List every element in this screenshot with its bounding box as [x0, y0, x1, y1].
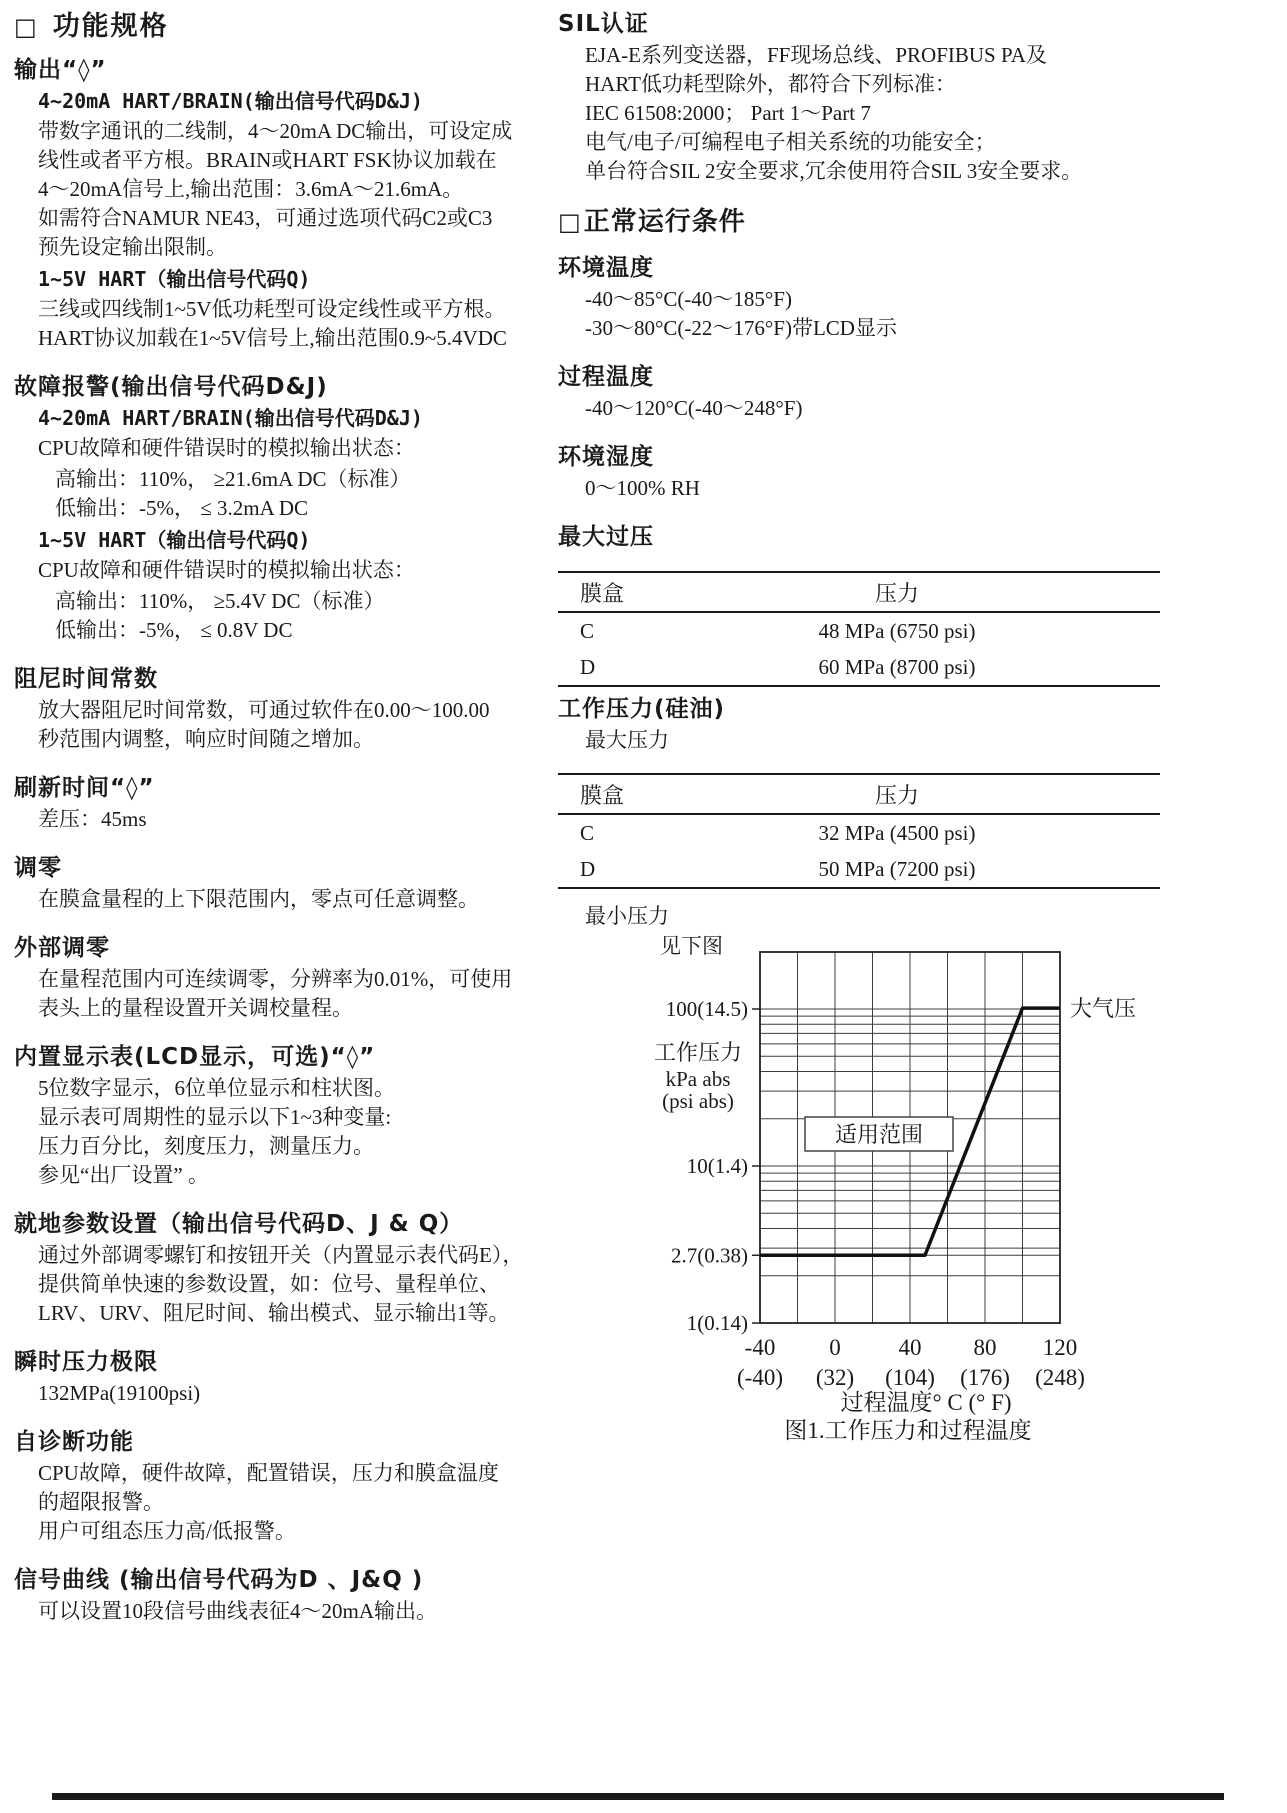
section-heading: 就地参数设置（输出信号代码D、J & Q） — [14, 1211, 464, 1237]
paragraph — [558, 394, 1198, 423]
table-row — [558, 649, 1160, 686]
spec-section — [14, 932, 548, 1023]
page-header-operating-conditions — [558, 204, 1198, 240]
text-line: 用户可组态压力高/低报警。 — [38, 1519, 296, 1543]
table-cell-filler — [1048, 814, 1160, 851]
svg-text:0: 0 — [829, 1335, 841, 1360]
svg-text:80: 80 — [973, 1335, 997, 1360]
svg-text:工作压力: 工作压力 — [653, 1040, 743, 1065]
table-header-cell: 膜盒 — [580, 580, 625, 606]
text-line: LRV、URV、阻尼时间、输出模式、显示输出1等。 — [38, 1301, 510, 1325]
text-line: 最大压力 — [585, 728, 669, 752]
text-line: 表头上的量程设置开关调校量程。 — [38, 996, 353, 1020]
spec-section — [14, 1208, 548, 1328]
chart-x-ticks — [737, 1335, 1085, 1390]
text-line: 参见“出厂设置” 。 — [38, 1163, 209, 1187]
text-line: 三线或四线制1~5V低功耗型可设定线性或平方根。 — [38, 297, 506, 321]
spec-table — [558, 773, 1160, 889]
text-line: 显示表可周期性的显示以下1~3种变量: — [38, 1105, 392, 1129]
svg-text:(-40): (-40) — [737, 1365, 783, 1390]
paragraph — [558, 726, 1198, 755]
section-heading: 内置显示表(LCD显示，可选)“◊” — [14, 1044, 376, 1070]
table-row — [558, 612, 1160, 649]
section-heading: 故障报警(输出信号代码D&J) — [14, 374, 328, 400]
text-line: 线性或者平方根。BRAIN或HART FSK协议加载在 — [38, 148, 497, 172]
section-heading: 阻尼时间常数 — [14, 666, 158, 692]
chart-y-axis-label — [654, 1040, 742, 1113]
table-row — [558, 851, 1160, 888]
paragraph — [14, 696, 548, 754]
spec-section — [14, 1426, 548, 1546]
section-heading: 过程温度 — [558, 364, 654, 390]
bottom-page-rule — [52, 1793, 1224, 1800]
text-line: 可以设置10段信号曲线表征4～20mA输出。 — [38, 1599, 437, 1623]
chart-x-axis-label: 过程温度° C (° F) — [840, 1390, 1012, 1415]
paragraph — [14, 805, 548, 834]
text-line: 4～20mA信号上,输出范围：3.6mA～21.6mA。 — [38, 177, 464, 201]
section-heading: SIL认证 — [558, 11, 649, 37]
chart-caption: 图1.工作压力和过程温度 — [784, 1418, 1032, 1443]
section-subheading: 1~5V HART（输出信号代码Q) — [38, 528, 311, 552]
svg-text:(32): (32) — [815, 1365, 855, 1390]
svg-text:(248): (248) — [1035, 1365, 1085, 1390]
text-line: 高输出：110%， ≥5.4V DC（标准） — [55, 589, 385, 613]
paragraph — [14, 1459, 548, 1546]
spec-section — [558, 693, 1198, 755]
spec-section — [14, 371, 548, 645]
text-line: 132MPa(19100psi) — [38, 1381, 201, 1405]
paragraph — [14, 587, 548, 645]
paragraph — [14, 434, 548, 463]
text-line: 0～100% RH — [585, 476, 700, 500]
paragraph — [14, 1379, 548, 1408]
text-line: 单台符合SIL 2安全要求,冗余使用符合SIL 3安全要求。 — [585, 159, 1083, 183]
text-line: 在量程范围内可连续调零，分辨率为0.01%，可使用 — [38, 967, 513, 991]
table-cell-pressure: 50 MPa (7200 psi) — [818, 856, 976, 881]
pressure-temperature-figure — [548, 938, 1188, 1453]
text-line: 在膜盒量程的上下限范围内，零点可任意调整。 — [38, 887, 479, 911]
text-line: 见下图 — [660, 934, 723, 958]
section-heading: 外部调零 — [14, 935, 110, 961]
paragraph — [14, 1074, 548, 1190]
section-heading: 输出“◊” — [14, 57, 107, 83]
table-header-cell: 压力 — [874, 580, 919, 606]
spec-section — [558, 8, 1198, 186]
table-cell-capsule: C — [580, 618, 595, 643]
table-header-cell: 膜盒 — [580, 782, 625, 808]
text-line: 带数字通讯的二线制，4～20mA DC输出，可设定成 — [38, 119, 513, 143]
paragraph — [14, 885, 548, 914]
text-line: 通过外部调零螺钉和按钮开关（内置显示表代码E）， — [38, 1243, 524, 1267]
svg-text:2.7(0.38): 2.7(0.38) — [671, 1243, 748, 1268]
spec-section — [558, 441, 1198, 503]
text-line: -30～80°C(-22～176°F)带LCD显示 — [585, 316, 897, 340]
spec-table-body — [558, 612, 1160, 686]
svg-text:40: 40 — [898, 1335, 922, 1360]
text-line: 高输出：110%， ≥21.6mA DC（标准） — [55, 467, 411, 491]
section-heading: 最大过压 — [558, 524, 654, 550]
paragraph — [14, 1241, 548, 1328]
spec-section — [558, 252, 1198, 343]
table-cell-capsule: D — [580, 654, 596, 679]
text-line: CPU故障和硬件错误时的模拟输出状态： — [38, 558, 415, 582]
table-cell-pressure: 60 MPa (8700 psi) — [818, 654, 976, 679]
table-header-row — [558, 774, 1160, 814]
section-heading: 刷新时间“◊” — [14, 775, 155, 801]
spec-section — [558, 361, 1198, 423]
section-heading: 调零 — [14, 855, 62, 881]
text-line: HART协议加载在1~5V信号上,输出范围0.9~5.4VDC — [38, 326, 507, 350]
table-header-row — [558, 572, 1160, 612]
text-line: 低输出：-5%， ≤ 0.8V DC — [55, 618, 293, 642]
text-line: -40～120°C(-40～248°F) — [585, 396, 803, 420]
svg-text:120: 120 — [1042, 1335, 1078, 1360]
section-subheading: 1~5V HART（输出信号代码Q) — [38, 267, 311, 291]
text-line: 的超限报警。 — [38, 1490, 164, 1514]
text-line: 最小压力 — [585, 904, 669, 928]
left-column — [14, 10, 548, 1644]
text-line: 放大器阻尼时间常数，可通过软件在0.00～100.00 — [38, 698, 490, 722]
spec-section — [14, 54, 548, 353]
table-cell-filler — [1048, 649, 1160, 686]
figure-1-chart — [548, 938, 1188, 1453]
svg-text:100(14.5): 100(14.5) — [665, 997, 748, 1021]
text-line: 差压：45ms — [38, 807, 147, 831]
paragraph — [14, 1597, 548, 1626]
svg-text:kPa abs: kPa abs — [665, 1067, 731, 1091]
text-line: 如需符合NAMUR NE43，可通过选项代码C2或C3 — [38, 206, 493, 230]
spec-section — [14, 1041, 548, 1190]
text-line: 秒范围内调整，响应时间随之增加。 — [38, 727, 374, 751]
table-header-filler — [1048, 774, 1160, 814]
spec-table-head — [558, 572, 1160, 612]
chart-annotation-applicable-range — [805, 1117, 953, 1151]
paragraph — [14, 965, 548, 1023]
page-title-text: 功能规格 — [52, 11, 169, 42]
text-line: HART低功耗型除外，都符合下列标准： — [585, 72, 956, 96]
table-cell-pressure: 48 MPa (6750 psi) — [818, 618, 976, 643]
svg-text:(176): (176) — [960, 1365, 1010, 1390]
right-column — [558, 8, 1198, 961]
text-line: CPU故障，硬件故障，配置错误，压力和膜盒温度 — [38, 1461, 499, 1485]
table-header-cell: 压力 — [874, 782, 919, 808]
section-heading: 信号曲线 (输出信号代码为D 、J&Q ) — [14, 1567, 424, 1593]
paragraph — [558, 285, 1198, 343]
paragraph — [558, 41, 1198, 186]
paragraph — [14, 117, 548, 262]
spec-table — [558, 571, 1160, 687]
section-heading: 自诊断功能 — [14, 1429, 134, 1455]
chart-annotation-atmospheric: 大气压 — [1070, 996, 1137, 1022]
text-line: EJA-E系列变送器，FF现场总线、PROFIBUS PA及 — [585, 43, 1047, 67]
svg-text:10(1.4): 10(1.4) — [686, 1154, 748, 1178]
text-line: CPU故障和硬件错误时的模拟输出状态： — [38, 436, 415, 460]
section-heading: 环境湿度 — [558, 444, 654, 470]
page-header-text: 正常运行条件 — [583, 207, 746, 237]
text-line: -40～85°C(-40～185°F) — [585, 287, 792, 311]
text-line: 提供简单快速的参数设置，如：位号、量程单位、 — [38, 1272, 500, 1296]
table-row — [558, 814, 1160, 851]
spec-section — [14, 1346, 548, 1408]
table-header-filler — [1048, 572, 1160, 612]
spec-table-body — [558, 814, 1160, 888]
text-line: 低输出：-5%， ≤ 3.2mA DC — [55, 496, 309, 520]
spec-table-head — [558, 774, 1160, 814]
table-cell-capsule: D — [580, 856, 596, 881]
svg-text:(104): (104) — [885, 1365, 935, 1390]
section-heading: 瞬时压力极限 — [14, 1349, 158, 1375]
paragraph — [558, 474, 1198, 503]
svg-text:适用范围: 适用范围 — [834, 1122, 924, 1147]
paragraph — [14, 465, 548, 523]
svg-text:1(0.14): 1(0.14) — [686, 1311, 748, 1335]
section-subheading: 4~20mA HART/BRAIN(输出信号代码D&J) — [38, 89, 423, 113]
text-line: 5位数字显示，6位单位显示和柱状图。 — [38, 1076, 395, 1100]
text-line: 电气/电子/可编程电子相关系统的功能安全； — [585, 130, 996, 154]
text-line: 预先设定输出限制。 — [38, 235, 227, 259]
table-cell-filler — [1048, 612, 1160, 649]
section-heading: 工作压力(硅油) — [558, 696, 726, 722]
spec-section — [14, 852, 548, 914]
spec-section — [558, 521, 1198, 553]
paragraph — [14, 556, 548, 585]
table-cell-filler — [1048, 851, 1160, 888]
table-cell-pressure: 32 MPa (4500 psi) — [818, 820, 976, 845]
square-bullet-icon: □ — [14, 13, 37, 41]
paragraph — [14, 295, 548, 353]
square-bullet-icon: □ — [558, 208, 582, 236]
spec-section — [14, 772, 548, 834]
text-line: IEC 61508:2000； Part 1～Part 7 — [585, 101, 871, 125]
spec-section — [14, 663, 548, 754]
svg-text:(psi abs): (psi abs) — [662, 1089, 734, 1113]
text-line: 压力百分比，刻度压力，测量压力。 — [38, 1134, 374, 1158]
table-cell-capsule: C — [580, 820, 595, 845]
section-subheading: 4~20mA HART/BRAIN(输出信号代码D&J) — [38, 406, 423, 430]
spec-section — [14, 1564, 548, 1626]
svg-text:-40: -40 — [744, 1335, 776, 1360]
page-title-functional-specs — [14, 10, 548, 44]
section-heading: 环境温度 — [558, 255, 654, 281]
